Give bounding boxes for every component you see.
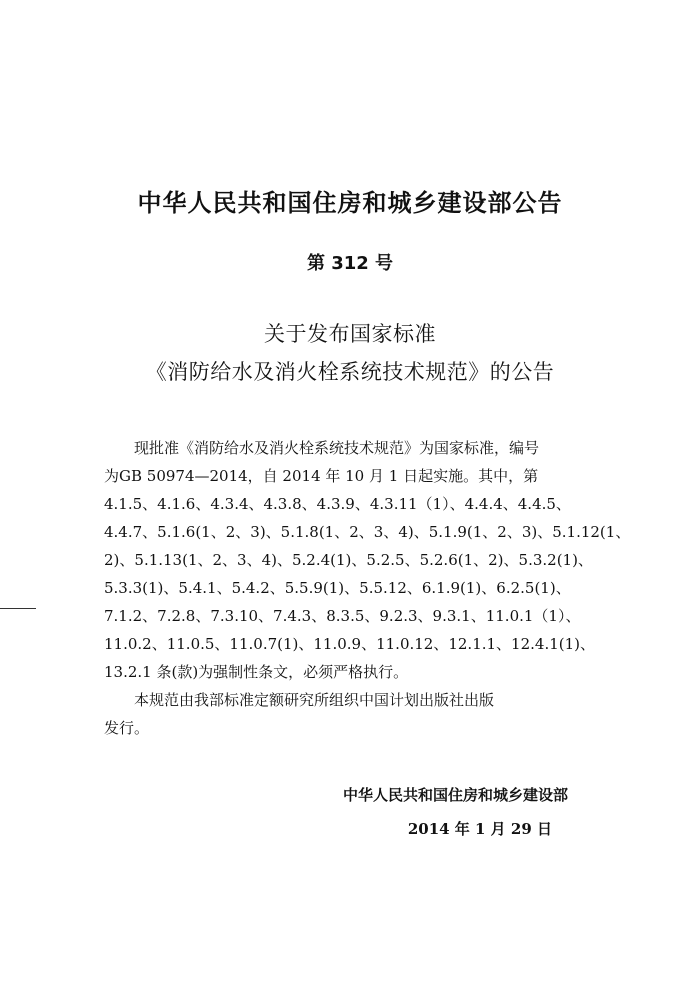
paragraph-2 (104, 686, 596, 742)
paragraph-1-line: 现批准《消防给水及消火栓系统技术规范》为国家标准，编号 (134, 439, 540, 457)
signature-date: 2014 年 1 月 29 日 (407, 820, 552, 838)
paragraph-2-line: 发行。 (104, 719, 150, 737)
paragraph-1-line: 11.0.2、11.0.5、11.0.7(1)、11.0.9、11.0.12、12.1.1、12.4.1(1)、 (104, 635, 596, 653)
announcement-number: 第 312 号 (306, 253, 394, 274)
paragraph-1-line: 4.1.5、4.1.6、4.3.4、4.3.8、4.3.9、4.3.11（1）、4.4.4、4.4.5、 (104, 495, 571, 513)
paragraph-1-line: 13.2.1 条(款)为强制性条文，必须严格执行。 (104, 663, 409, 681)
paragraph-1-line: 2)、5.1.13(1、2、3、4)、5.2.4(1)、5.2.5、5.2.6(1、2)、5.3.2(1)、 (104, 551, 593, 569)
paragraph-2-line: 本规范由我部标准定额研究所组织中国计划出版社出版 (134, 691, 495, 709)
subtitle-line-1: 关于发布国家标准 (264, 322, 436, 346)
page-title: 中华人民共和国住房和城乡建设部公告 (137, 189, 563, 217)
paragraph-1-line: 5.3.3(1)、5.4.1、5.4.2、5.5.9(1)、5.5.12、6.1.9(1)、6.2.5(1)、 (104, 579, 571, 597)
signature-organization: 中华人民共和国住房和城乡建设部 (342, 786, 568, 804)
margin-rule (0, 608, 36, 609)
subtitle-line-2: 《消防给水及消火栓系统技术规范》的公告 (145, 360, 555, 384)
paragraph-1-line: 为GB 50974—2014，自 2014 年 10 月 1 日起实施。其中，第 (104, 467, 539, 485)
paragraph-1-line: 4.4.7、5.1.6(1、2、3)、5.1.8(1、2、3、4)、5.1.9(1、2、3)、5.1.12(1、 (104, 523, 631, 541)
paragraph-1-line: 7.1.2、7.2.8、7.3.10、7.4.3、8.3.5、9.2.3、9.3.1、11.0.1（1）、 (104, 607, 581, 625)
paragraph-1 (104, 434, 631, 686)
